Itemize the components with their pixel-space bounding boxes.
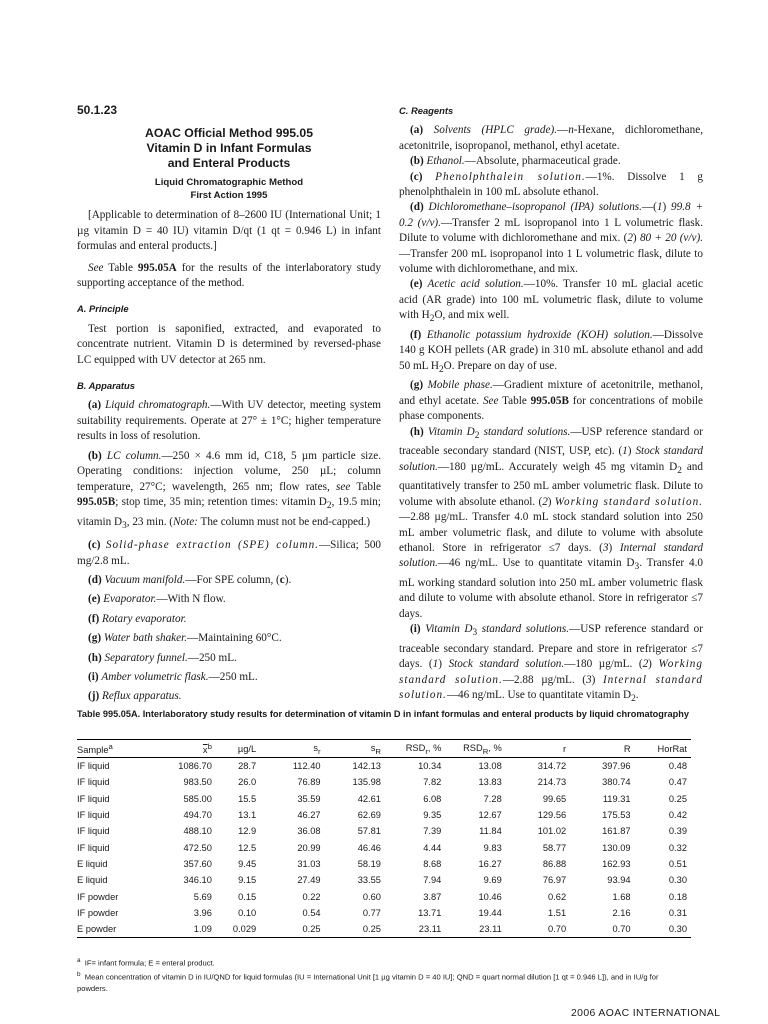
- table-cell: 7.82: [423, 777, 442, 788]
- table-cell: E liquid: [77, 875, 108, 886]
- left-column: [77, 103, 381, 709]
- table-cell: 130.09: [602, 842, 631, 853]
- method-title: [77, 126, 381, 171]
- table-cell: 23.11: [385, 921, 445, 938]
- table-cell: 0.39: [668, 826, 687, 837]
- col-header-rsdR: $RSD_R$, %: [445, 740, 505, 758]
- table-row: [77, 758, 691, 775]
- col-header-r: r: [506, 740, 570, 758]
- table-cell: 0.22: [302, 891, 321, 902]
- table-cell: 488.10: [183, 826, 212, 837]
- table-row: [77, 905, 691, 921]
- table-cell: 397.96: [602, 761, 631, 772]
- table-cell: 20.99: [297, 842, 321, 853]
- table-cell: IF liquid: [77, 777, 110, 788]
- table-cell: 46.27: [297, 810, 321, 821]
- table-row: [77, 921, 691, 938]
- table-cell: E powder: [77, 921, 151, 938]
- table-cell: 10.34: [418, 761, 442, 772]
- table-row: [77, 791, 691, 807]
- table-cell: 472.50: [183, 842, 212, 853]
- table-cell: 135.98: [352, 777, 381, 788]
- reagent-item-g: (g) Mobile phase.—Gradient mixture of acetonitrile, methanol, and ethyl acetate. See Table 995.05B for concentrations of mobile phase components.: [399, 379, 704, 423]
- table-cell: 346.10: [183, 875, 212, 886]
- table-cell: E liquid: [77, 858, 108, 869]
- table-cell: 2.16: [612, 907, 631, 918]
- table-cell: 99.65: [542, 793, 567, 804]
- section-number: 50.1.23: [77, 103, 118, 117]
- table-cell: 46.46: [357, 842, 381, 853]
- table-cell: 9.15: [238, 875, 257, 886]
- table-cell: 0.77: [362, 907, 381, 918]
- col-header-sr: $s_r$: [260, 740, 324, 758]
- table-cell: 62.69: [357, 810, 381, 821]
- table-cell: 1.51: [548, 907, 567, 918]
- table-cell: 1.68: [612, 891, 631, 902]
- table-cell: 35.59: [297, 793, 321, 804]
- applicability-text: [Applicable to determination of 8–2600 IU (International Unit; 1 µg vitamin D = 40 IU) vitamin D/qt (1 qt = 0.946 L) in infant formulas and enteral products.]: [77, 209, 381, 253]
- table-cell: 13.1: [238, 810, 257, 821]
- table-cell: 0.32: [668, 842, 687, 853]
- table-cell: 0.15: [238, 891, 257, 902]
- table-cell: 112.40: [292, 761, 321, 772]
- table-cell: IF powder: [77, 907, 119, 918]
- table-cell: 86.88: [542, 858, 567, 869]
- table-cell: 0.18: [668, 891, 687, 902]
- table-cell: 26.0: [238, 777, 257, 788]
- table-cell: 7.39: [423, 826, 442, 837]
- reagent-item-b: (b) Ethanol.—Absolute, pharmaceutical grade.: [410, 155, 621, 168]
- reagent-item-a: (a) Solvents (HPLC grade).—n-Hexane, dichloromethane, acetonitrile, isopropanol, methanol, ethyl acetate.: [399, 124, 704, 152]
- table-cell: 380.74: [602, 777, 631, 788]
- table-cell: 585.00: [183, 793, 212, 804]
- method-title-line-2: Vitamin D in Infant Formulas: [146, 141, 312, 156]
- method-title-line-1: AOAC Official Method 995.05: [145, 126, 313, 141]
- table-cell: IF liquid: [77, 810, 110, 821]
- table-cell: 9.45: [238, 858, 257, 869]
- reagent-item-e: (e) Acetic acid solution.—10%. Transfer 10 mL glacial acetic acid (AR grade) into 100 mL volumetric flask, dilute to volume with $H_2O$, and mix well.: [399, 278, 703, 325]
- table-cell: 15.5: [238, 793, 257, 804]
- table-cell: 314.72: [537, 761, 567, 772]
- table-cell: 7.94: [423, 875, 442, 886]
- table-cell: 57.81: [357, 826, 381, 837]
- table-cell: 0.30: [668, 875, 687, 886]
- reagent-item-i: (i) Vitamin $D_3$ standard solutions.—USP reference standard or traceable secondary standard. Prepare and store in refrigerator ≤7 days. (1) Stock standard solution.—180 µg/mL. (2) Working standard solution.—2.88 µg/mL. (3) Internal standard solution.—46 ng/mL. Use to quantitate vitamin $D_2$.: [399, 623, 703, 705]
- col-header-horrat: HorRat: [635, 740, 691, 758]
- reagents-heading: C. Reagents: [399, 105, 454, 116]
- table-cell: 0.62: [548, 891, 567, 902]
- table-cell: 0.70: [506, 921, 570, 938]
- table-cell: 494.70: [183, 810, 212, 821]
- table-cell: 9.83: [483, 842, 502, 853]
- table-cell: 119.31: [602, 793, 631, 804]
- method-subtitle-line-2: First Action 1995: [190, 189, 268, 201]
- table-cell: 0.48: [668, 761, 687, 772]
- results-table: [77, 739, 691, 938]
- table-cell: 19.44: [478, 907, 502, 918]
- table-cell: 13.83: [478, 777, 502, 788]
- col-header-sample: Sample$^a$: [77, 740, 151, 758]
- table-cell: 0.70: [570, 921, 634, 938]
- table-cell: 13.08: [478, 761, 502, 772]
- apparatus-item-i: (i) Amber volumetric flask.—250 mL.: [88, 671, 258, 684]
- table-cell: 28.7: [238, 761, 257, 772]
- reagent-item-f: (f) Ethanolic potassium hydroxide (KOH) solution.—Dissolve 140 g KOH pellets (AR grade) in 310 mL absolute ethanol and add 50 mL $H_2O$. Prepare on day of use.: [399, 328, 703, 375]
- table-cell: 1086.70: [178, 761, 212, 772]
- col-header-sR: $s_R$: [325, 740, 385, 758]
- table-cell: 129.56: [537, 810, 567, 821]
- table-cell: 161.87: [602, 826, 631, 837]
- table-cell: 76.89: [297, 777, 321, 788]
- reagent-item-h: (h) Vitamin $D_2$ standard solutions.—USP reference standard or traceable secondary standard (NIST, USP, etc). (1) Stock standard solution.—180 µg/mL. Accurately weigh 45 mg vitamin $D_2$ and quantitatively transfer to 250 mL amber volumetric flask. Dilute to volume with absolute ethanol. (2) Working standard solution.—2.88 µg/mL. Transfer 4.0 mL stock standard solution into 250 mL amber volumetric flask, and dilute to volume with absolute ethanol. Store in refrigerator ≤7 days. (3) Internal standard solution.—46 ng/mL. Use to quantitate vitamin $D_3$. Transfer 4.0 mL working standard solution into 250 mL amber volumetric flask and dilute to volume with absolute ethanol. Store in refrigerator ≤7 days.: [399, 425, 703, 620]
- table-cell: 11.84: [479, 826, 502, 837]
- right-column: [399, 103, 703, 708]
- principle-heading: A. Principle: [77, 303, 129, 315]
- table-cell: 16.27: [478, 858, 502, 869]
- footnote-b: $^b$ Mean concentration of vitamin D in IU/QND for liquid formulas (IU = International Unit [1 µg vitamin D = 40 IU]; QND = quart normal dilution [1 qt = 0.946 L]), and in IU/g for powders.: [77, 971, 659, 993]
- table-row: [77, 856, 691, 872]
- table-cell: 0.54: [302, 907, 321, 918]
- table-caption: Table 995.05A. Interlaboratory study results for determination of vitamin D in infant formulas and enteral products by liquid chromatography: [77, 709, 689, 719]
- apparatus-item-j: (j) Reflux apparatus.: [88, 690, 182, 703]
- table-cell: 983.50: [183, 777, 212, 788]
- apparatus-item-a: (a) Liquid chromatograph.—With UV detector, meeting system suitability requirements. Operate at 27° ± 1°C; higher temperature results in loss of resolution.: [77, 399, 381, 443]
- table-cell: IF liquid: [77, 842, 110, 853]
- table-cell: 27.49: [297, 875, 321, 886]
- table-cell: 142.13: [352, 761, 381, 772]
- table-cell: 0.25: [260, 921, 324, 938]
- apparatus-item-f: (f) Rotary evaporator.: [88, 612, 187, 625]
- table-cell: 93.94: [607, 875, 631, 886]
- method-title-line-3: and Enteral Products: [167, 156, 291, 171]
- table-cell: 0.31: [668, 907, 687, 918]
- table-cell: IF liquid: [77, 761, 110, 772]
- table-cell: 357.60: [183, 858, 212, 869]
- table-cell: 12.5: [238, 842, 257, 853]
- reagent-item-c: (c) Phenolphthalein solution.—1%. Dissolve 1 g phenolphthalein in 100 mL absolute ethanol.: [399, 170, 703, 199]
- table-cell: 13.71: [418, 907, 442, 918]
- table-cell: 36.08: [297, 826, 321, 837]
- table-cell: 12.9: [238, 826, 257, 837]
- apparatus-heading: B. Apparatus: [77, 380, 135, 392]
- table-header-row: [77, 740, 691, 758]
- table-cell: 175.53: [602, 810, 631, 821]
- table-cell: 4.44: [423, 842, 442, 853]
- table-cell: 0.25: [668, 793, 687, 804]
- apparatus-item-e: (e) Evaporator.—With N flow.: [88, 593, 226, 606]
- table-cell: 42.61: [357, 793, 381, 804]
- col-header-ugl: µg/L: [216, 740, 260, 758]
- table-cell: 23.11: [445, 921, 505, 938]
- footer-brand: 2006 AOAC INTERNATIONAL: [571, 1008, 721, 1019]
- see-table-a-text: See Table 995.05A for the results of the interlaboratory study supporting acceptance of the method.: [77, 261, 381, 290]
- table-cell: 3.96: [193, 907, 212, 918]
- table-cell: 0.42: [668, 810, 687, 821]
- table-cell: 214.73: [537, 777, 567, 788]
- table-cell: 5.69: [193, 891, 212, 902]
- col-header-R: R: [570, 740, 634, 758]
- method-subtitle: [77, 177, 381, 202]
- reagent-item-d: (d) Dichloromethane–isopropanol (IPA) solutions.—(1) 99.8 + 0.2 (v/v).—Transfer 2 mL isopropanol into 1 L volumetric flask. Dilute to volume with dichloromethane and mix. (2) 80 + 20 (v/v).—Transfer 200 mL isopropanol into 1 L volumetric flask, dilute to volume with dichloromethane, and mix.: [399, 201, 703, 276]
- table-cell: 7.28: [483, 793, 502, 804]
- apparatus-item-d: (d) Vacuum manifold.—For SPE column, (c).: [88, 574, 292, 586]
- table-cell: 0.47: [668, 777, 687, 788]
- principle-text: Test portion is saponified, extracted, and evaporated to concentrate nutrient. Vitamin D is determined by reversed-phase LC equipped with UV detector at 265 nm.: [77, 322, 381, 366]
- table-cell: 9.69: [483, 875, 502, 886]
- table-cell: 31.03: [297, 858, 321, 869]
- table-cell: IF powder: [77, 891, 119, 902]
- table-cell: 0.60: [362, 891, 381, 902]
- table-cell: 8.68: [423, 858, 442, 869]
- method-subtitle-line-1: Liquid Chromatographic Method: [154, 177, 304, 189]
- table-cell: 3.87: [423, 891, 442, 902]
- table-cell: 58.77: [542, 842, 567, 853]
- table-cell: 0.10: [238, 907, 257, 918]
- apparatus-item-c: (c) Solid-phase extraction (SPE) column.—Silica; 500 mg/2.8 mL.: [77, 539, 382, 567]
- apparatus-item-b: (b) LC column.—250 × 4.6 mm id, C18, 5 µm particle size. Operating conditions: injection volume, 250 µL; column temperature, 27°C; wavelength, 265 nm; flow rates, see Table 995.05B; stop time, 35 min; retention times: vitamin $D_2$, 19.5 min; vitamin $D_3$, 23 min. (Note: The column must not be end-capped.): [77, 449, 382, 531]
- table-row: [77, 807, 691, 823]
- table-row: [77, 872, 691, 888]
- footnote-a: $^a$ IF= infant formula; E = enteral product.: [77, 957, 215, 968]
- apparatus-item-h: (h) Separatory funnel.—250 mL.: [88, 651, 237, 664]
- table-cell: 58.19: [357, 858, 381, 869]
- table-cell: 0.30: [635, 921, 691, 938]
- table-cell: 0.25: [325, 921, 385, 938]
- table-cell: IF liquid: [77, 826, 110, 837]
- table-cell: 76.97: [542, 875, 567, 886]
- table-cell: 6.08: [423, 793, 442, 804]
- table-body: [77, 758, 691, 938]
- table-cell: 101.02: [537, 826, 567, 837]
- table-cell: 1.09: [151, 921, 215, 938]
- table-row: [77, 888, 691, 904]
- table-row: [77, 839, 691, 855]
- table-row: [77, 823, 691, 839]
- table-cell: 33.55: [357, 875, 381, 886]
- table-cell: 10.46: [478, 891, 502, 902]
- table-cell: 0.029: [216, 921, 260, 938]
- table-cell: 12.67: [478, 810, 502, 821]
- col-header-rsdr: $RSD_r$, %: [385, 740, 445, 758]
- table-cell: 0.51: [668, 858, 687, 869]
- table-cell: 9.35: [423, 810, 442, 821]
- col-header-xbar: $\overline{x}^b$: [151, 740, 215, 758]
- table-cell: 162.93: [602, 858, 631, 869]
- apparatus-item-g: (g) Water bath shaker.—Maintaining 60°C.: [88, 632, 282, 645]
- table-row: [77, 774, 691, 790]
- table-cell: IF liquid: [77, 793, 110, 804]
